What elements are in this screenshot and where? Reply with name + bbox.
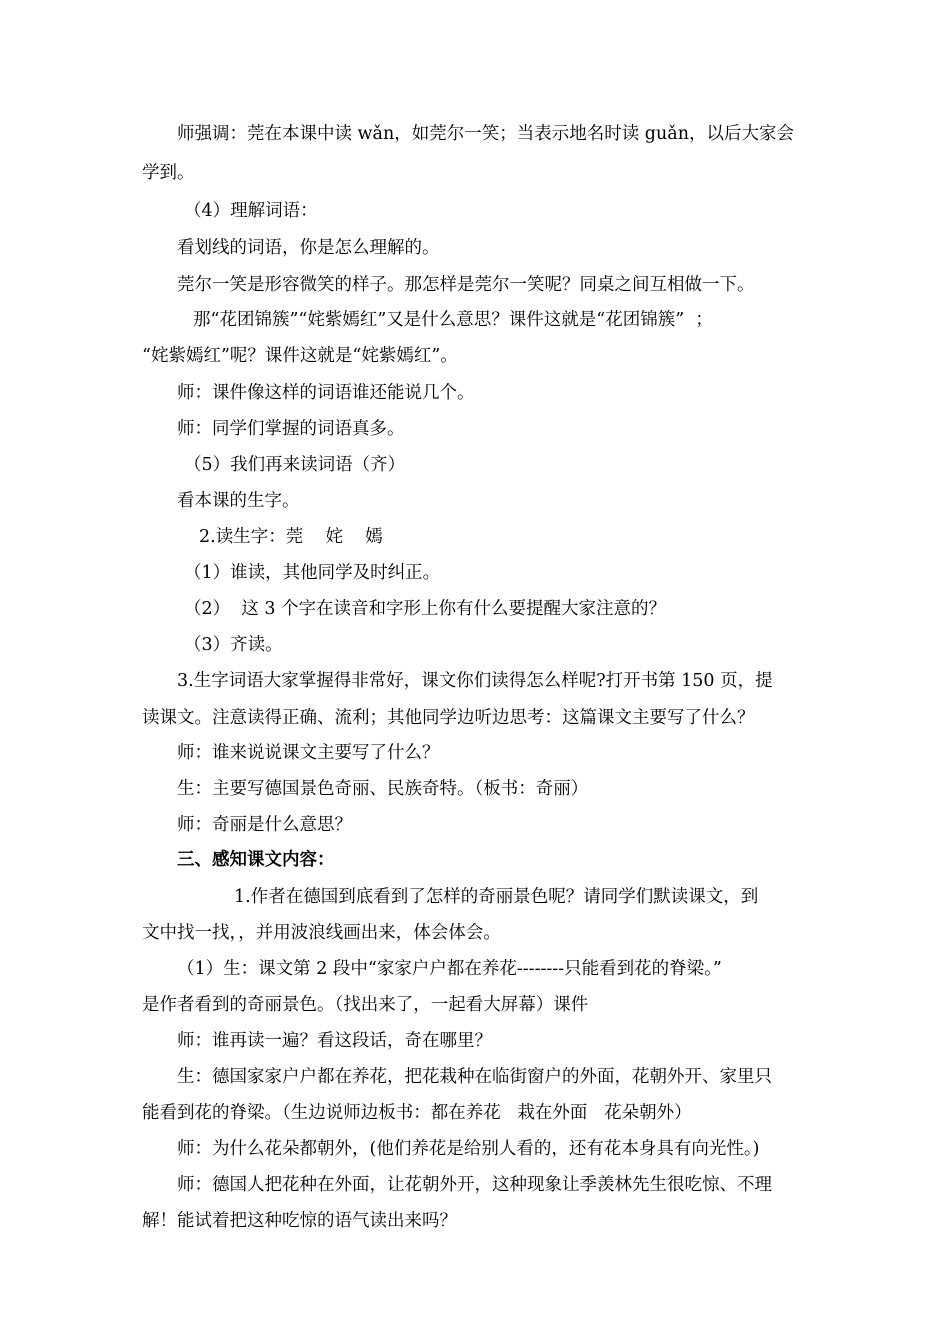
paragraph-line: （3）齐读。 (184, 635, 283, 655)
paragraph-line: 解！能试着把这种吃惊的语气读出来吗？ (142, 1211, 457, 1231)
paragraph-line: 师：同学们掌握的词语真多。 (177, 419, 405, 439)
paragraph-line: 师：课件像这样的词语谁还能说几个。 (177, 383, 475, 403)
paragraph-line: 生：主要写德国景色奇丽、民族奇特。（板书：奇丽） (177, 779, 589, 799)
paragraph-line: 学到。 (142, 163, 195, 183)
paragraph-line: 2.读生字：莞 姹 嫣 (199, 527, 383, 547)
paragraph-line: （1）生：课文第 2 段中“家家户户都在养花--------只能看到花的脊梁。” (177, 959, 722, 979)
paragraph-line: （5）我们再来读词语（齐） (184, 455, 406, 475)
paragraph-line: 师：为什么花朵都朝外，(他们养花是给别人看的，还有花本身具有向光性。) (177, 1139, 760, 1159)
paragraph-line: 师：奇丽是什么意思？ (177, 815, 352, 835)
paragraph-line: 看本课的生字。 (177, 491, 300, 511)
section-heading: 三、感知课文内容： (177, 850, 335, 870)
paragraph-line: 读课文。注意读得正确、流利；其他同学边听边思考：这篇课文主要写了什么？ (142, 708, 755, 728)
paragraph-line: 生：德国家家户户都在养花，把花栽种在临街窗户的外面，花朝外开、家里只 (177, 1067, 772, 1087)
paragraph-line: 文中找一找，，并用波浪线画出来，体会体会。 (142, 923, 501, 943)
paragraph-line: 看划线的词语，你是怎么理解的。 (177, 238, 440, 258)
paragraph-line: 师：谁再读一遍？看这段话，奇在哪里？ (177, 1031, 492, 1051)
paragraph-line: 师：德国人把花种在外面，让花朝外开，这种现象让季羡林先生很吃惊、不理 (177, 1175, 772, 1195)
paragraph-line: 1.作者在德国到底看到了怎样的奇丽景色呢？请同学们默读课文，到 (234, 887, 759, 907)
paragraph-line: 那“花团锦簇”“姹紫嫣红”又是什么意思？课件这就是“花团锦簇” ； (193, 310, 713, 330)
paragraph-line: （1）谁读，其他同学及时纠正。 (184, 563, 441, 583)
paragraph-line: 莞尔一笑是形容微笑的样子。那怎样是莞尔一笑呢？同桌之间互相做一下。 (177, 275, 755, 295)
paragraph-line: 是作者看到的奇丽景色。（找出来了，一起看大屏幕）课件 (142, 995, 589, 1015)
paragraph-line: “姹紫嫣红”呢？课件这就是“姹紫嫣红”。 (142, 346, 458, 366)
paragraph-line: 能看到花的脊梁。（生边说师边板书：都在养花 栽在外面 花朵朝外） (142, 1103, 692, 1123)
paragraph-line: 3.生字词语大家掌握得非常好，课文你们读得怎么样呢?打开书第 150 页，提 (177, 671, 773, 691)
paragraph-line: （4）理解词语： (184, 201, 318, 221)
paragraph-line: 师强调：莞在本课中读 wǎn，如莞尔一笑；当表示地名时读 guǎn，以后大家会 (177, 124, 794, 144)
paragraph-line: 师：谁来说说课文主要写了什么？ (177, 743, 440, 763)
paragraph-line: （2） 这 3 个字在读音和字形上你有什么要提醒大家注意的？ (184, 599, 667, 619)
